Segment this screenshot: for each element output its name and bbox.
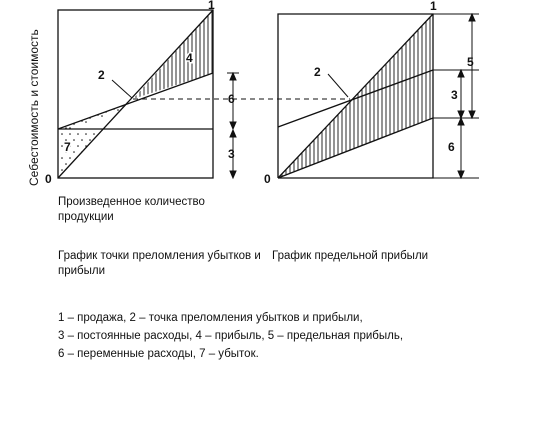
left-fixed-marker: 3 bbox=[228, 147, 235, 161]
right-origin-marker: 0 bbox=[264, 172, 271, 186]
profit-area-hatch bbox=[136, 0, 212, 178]
right-variable-cost-line bbox=[278, 118, 433, 178]
right-sales-marker: 1 bbox=[430, 0, 437, 13]
right-breakeven-marker: 2 bbox=[314, 65, 321, 79]
label2-pointer-left bbox=[112, 80, 132, 98]
right-fixed-marker: 3 bbox=[451, 88, 458, 102]
legend bbox=[58, 309, 528, 363]
left-sales-marker: 1 bbox=[208, 0, 215, 12]
x-axis-label: Произведенное количество продукции bbox=[58, 196, 205, 223]
left-dimension-arrows bbox=[227, 73, 239, 178]
left-origin-marker: 0 bbox=[45, 172, 52, 186]
y-axis-label: Себестоимость и стоимость bbox=[27, 29, 41, 186]
legend-line: 3 – постоянные расходы, 4 – прибыль, 5 – предельная прибыль, bbox=[58, 330, 404, 342]
left-variable-marker: 6 bbox=[228, 92, 235, 106]
legend-line: 1 – продажа, 2 – точка преломления убытков и прибыли, bbox=[58, 312, 363, 324]
left-breakeven-marker: 2 bbox=[98, 68, 105, 82]
left-profit-marker: 4 bbox=[186, 51, 193, 65]
right-chart-title: График предельной прибыли bbox=[272, 250, 429, 262]
label2-pointer-right bbox=[328, 74, 348, 97]
legend-line: 6 – переменные расходы, 7 – убыток. bbox=[58, 348, 259, 360]
right-variable-marker: 6 bbox=[448, 140, 455, 154]
marginal-profit-hatch bbox=[282, 0, 430, 180]
left-chart-title: График точки преломления убытков и прибыли bbox=[58, 250, 261, 277]
right-marginal-marker: 5 bbox=[467, 55, 474, 69]
left-total-cost-line bbox=[58, 73, 213, 129]
left-loss-marker: 7 bbox=[64, 140, 71, 154]
left-sales-line bbox=[58, 10, 213, 178]
